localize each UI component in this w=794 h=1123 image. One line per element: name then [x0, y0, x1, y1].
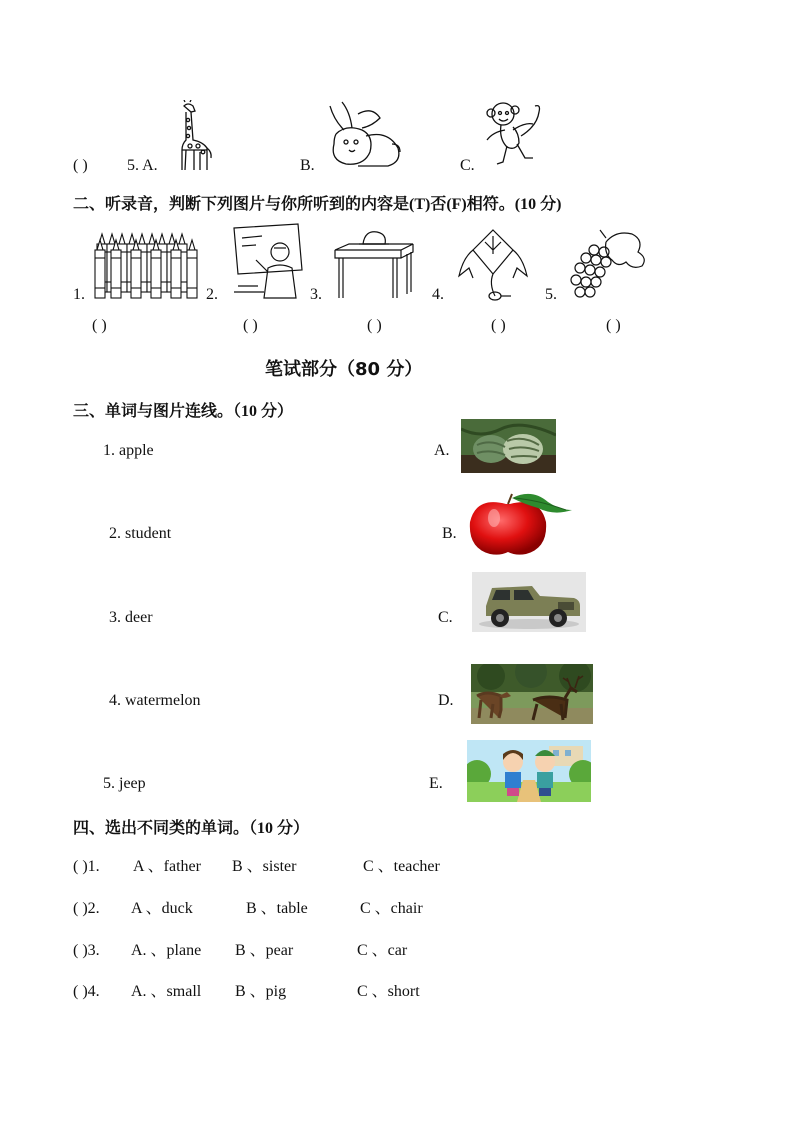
deer-photo [471, 664, 593, 724]
choice-row-4-paren[interactable]: ( )4. [73, 983, 100, 1000]
word-watermelon: 4. watermelon [109, 692, 201, 709]
choice-row-4-option-b: B 、pig [235, 983, 287, 1000]
kite-image [455, 226, 531, 302]
written-part-title: 笔试部分（80 分） [265, 359, 423, 380]
item-5-answer[interactable]: ( ) [606, 317, 621, 334]
option-a-label: 5. A. [127, 157, 158, 174]
item-3-answer[interactable]: ( ) [367, 317, 382, 334]
jeep-photo [472, 572, 586, 632]
answer-paren[interactable]: ( ) [73, 157, 88, 174]
item-1-label: 1. [73, 286, 85, 303]
item-4-answer[interactable]: ( ) [491, 317, 506, 334]
rabbit-image [322, 100, 404, 172]
choice-row-4-option-c: C 、short [357, 983, 420, 1000]
choice-row-2-option-b: B 、table [246, 900, 308, 917]
choice-row-1-option-c: C 、teacher [363, 858, 440, 875]
letter-a: A. [434, 442, 450, 459]
word-jeep: 5. jeep [103, 775, 146, 792]
choice-row-1-option-a: A 、father [133, 858, 201, 875]
word-student: 2. student [109, 525, 172, 542]
choice-row-1-option-b: B 、sister [232, 858, 297, 875]
option-b-label: B. [300, 157, 315, 174]
letter-d: D. [438, 692, 454, 709]
letter-c: C. [438, 609, 453, 626]
choice-row-2-paren[interactable]: ( )2. [73, 900, 100, 917]
choice-row-3-option-c: C 、car [357, 942, 408, 959]
item-5-label: 5. [545, 286, 557, 303]
letter-e: E. [429, 775, 443, 792]
item-2-label: 2. [206, 286, 218, 303]
letter-b: B. [442, 525, 457, 542]
students-image [467, 740, 591, 802]
option-c-label: C. [460, 157, 475, 174]
word-apple: 1. apple [103, 442, 154, 459]
monkey-image [483, 100, 545, 170]
item-2-answer[interactable]: ( ) [243, 317, 258, 334]
teacher-image [228, 222, 306, 300]
giraffe-image [170, 100, 214, 172]
watermelon-photo [461, 419, 556, 473]
choice-row-2-option-c: C 、chair [360, 900, 423, 917]
choice-row-3-option-b: B 、pear [235, 942, 294, 959]
choice-row-3-paren[interactable]: ( )3. [73, 942, 100, 959]
choice-row-3-option-a: A. 、plane [131, 942, 202, 959]
word-deer: 3. deer [109, 609, 153, 626]
choice-row-1-paren[interactable]: ( )1. [73, 858, 100, 875]
apple-photo [466, 490, 576, 556]
item-4-label: 4. [432, 286, 444, 303]
desk-image [333, 228, 415, 300]
choice-row-4-option-a: A. 、small [131, 983, 202, 1000]
item-1-answer[interactable]: ( ) [92, 317, 107, 334]
crayons-image [93, 228, 199, 300]
choice-row-2-option-a: A 、duck [131, 900, 193, 917]
section-2-title: 二、听录音，判断下列图片与你所听到的内容是(T)否(F)相符。(10 分) [73, 196, 562, 213]
section-3-title: 三、单词与图片连线。（10 分） [73, 403, 294, 420]
section-4-title: 四、选出不同类的单词。（10 分） [73, 820, 310, 837]
item-3-label: 3. [310, 286, 322, 303]
grapes-image [566, 228, 650, 300]
